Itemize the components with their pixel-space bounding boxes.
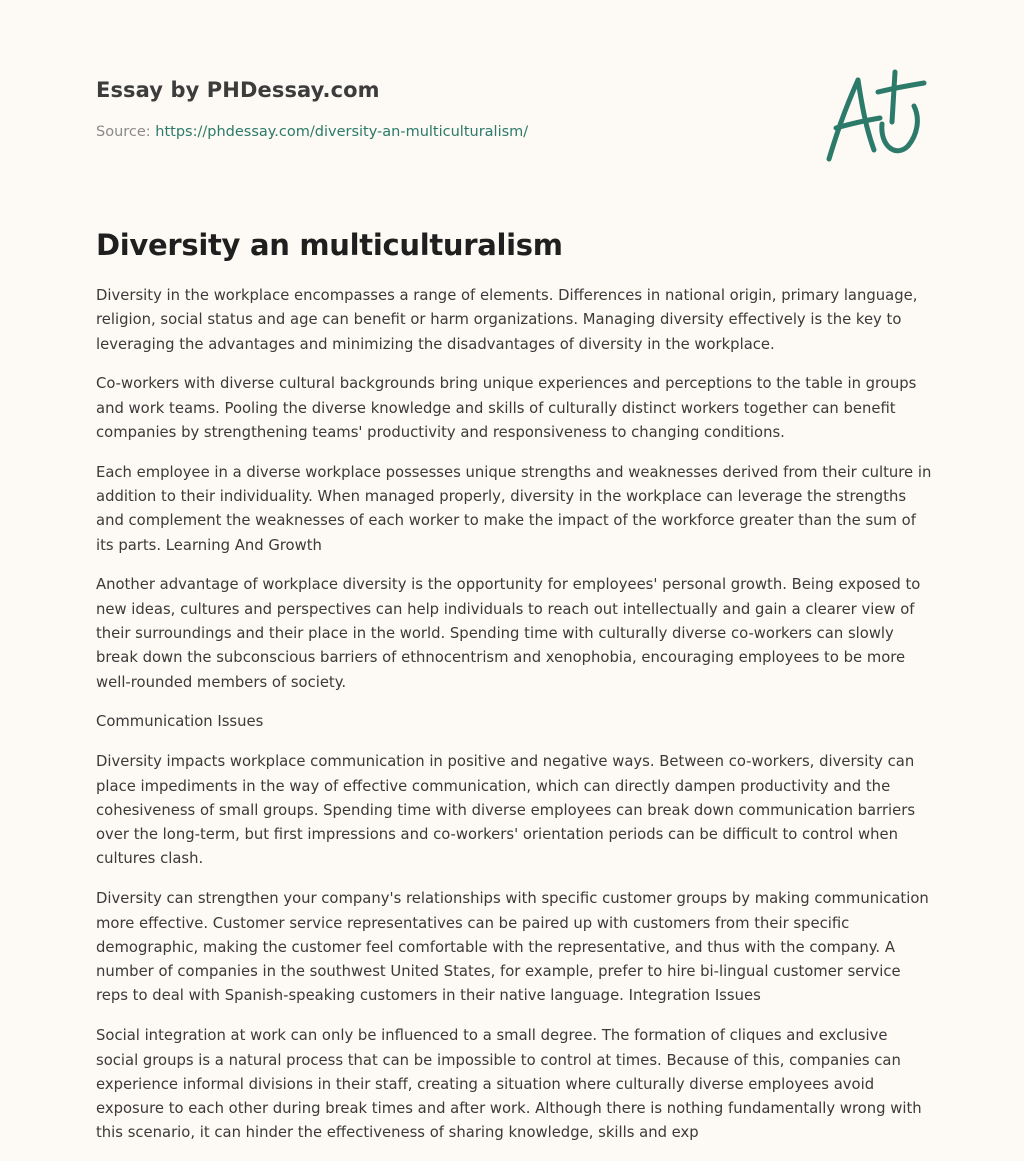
essay-paragraph: Diversity can strengthen your company's relationships with specific customer groups by making communication more effective. Customer service representatives can be paired up with customers from their specific demographic, making the customer feel comfortable with the representative, and thus with the company. A number of companies in the southwest United States, for example, prefer to hire bi-lingual customer service reps to deal with Spanish-speaking customers in their native language. Integration Issues (96, 890, 929, 1005)
source-label: Source: (96, 124, 151, 140)
essay-paragraph: Diversity in the workplace encompasses a range of elements. Differences in national origin, primary language, religion, social status and age can benefit or harm organizations. Managing diversity effectively is the key to leveraging the advantages and minimizing the disadvantages of diversity in the workplace. (96, 287, 918, 353)
essay-body (96, 284, 932, 1161)
essay-paragraph: Co-workers with diverse cultural backgrounds bring unique experiences and perceptions to the table in groups and work teams. Pooling the diverse knowledge and skills of culturally distinct workers together can benefit companies by strengthening teams' productivity and responsiveness to changing conditions. (96, 375, 917, 441)
source-line (96, 122, 796, 142)
essay-title: Diversity an multiculturalism (96, 228, 563, 262)
essay-paragraph: Another advantage of workplace diversity is the opportunity for employees' personal growth. Being exposed to new ideas, cultures and perspectives can help individuals to reach out intellectually and gain a clearer view of their surroundings and their place in the world. Spending time with culturally diverse co-workers can slowly break down the subconscious barriers of ethnocentrism and xenophobia, encouraging employees to be more well-rounded members of society. (96, 576, 921, 691)
essay-paragraph: Each employee in a diverse workplace possesses unique strengths and weaknesses derived from their culture in addition to their individuality. When managed properly, diversity in the workplace can leverage the strengths and complement the weaknesses of each worker to make the impact of the workforce greater than the sum of its parts. Learning And Growth (96, 463, 932, 554)
source-link[interactable]: https://phdessay.com/diversity-an-multiculturalism/ (155, 124, 529, 140)
section-heading-communication-issues: Communication Issues (96, 713, 264, 731)
page-header (96, 76, 796, 142)
brand-title: Essay by PHDessay.com (96, 78, 380, 102)
essay-paragraph: Social integration at work can only be influenced to a small degree. The formation of cliques and exclusive social groups is a natural process that can be impossible to control at times. Because of this, companies can experience informal divisions in their staff, creating a situation where culturally diverse employees avoid exposure to each other during break times and after work. Although there is nothing fundamentally wrong with this scenario, it can hinder the effectiveness of sharing knowledge, skills and exp (96, 1027, 922, 1142)
a-plus-grade-icon (822, 66, 928, 166)
essay-paragraph: Diversity impacts workplace communication in positive and negative ways. Between co-workers, diversity can place impediments in the way of effective communication, which can directly dampen productivity and the cohesiveness of small groups. Spending time with diverse employees can break down communication barriers over the long-term, but first impressions and co-workers' orientation periods can be difficult to control when cultures clash. (96, 753, 916, 868)
